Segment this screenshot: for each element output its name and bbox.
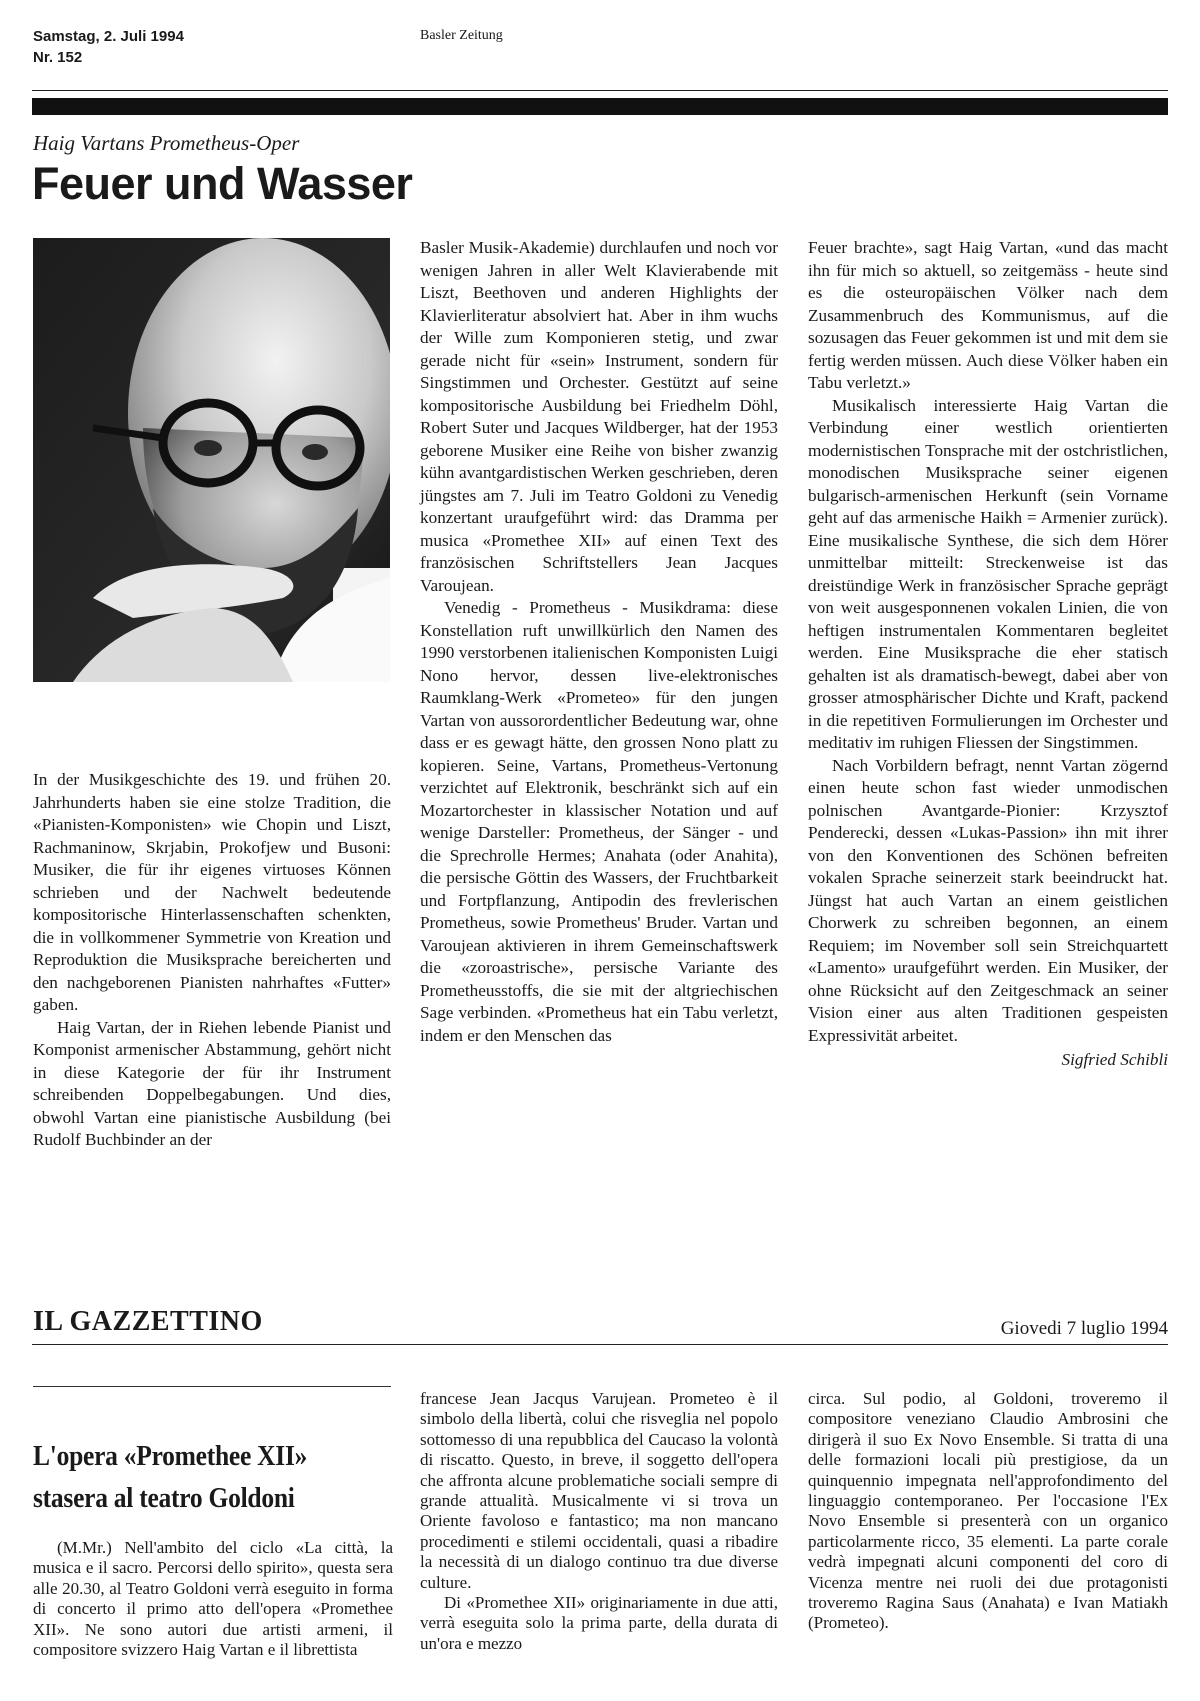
gazzettino-headline-line1: L'opera «Promethee XII»	[33, 1440, 308, 1472]
article-paragraph: Haig Vartan, der in Riehen lebende Pianist und Komponist armenischer Abstammung, gehört nicht in diese Kategorie der für ihr Instrument schreibenden Doppelbegabungen. Und dies, obwohl Vartan eine pianistische Ausbildung (bei Rudolf Buchbinder an der	[33, 1017, 391, 1149]
article-paragraph: Musikalisch interessierte Haig Vartan die Verbindung einer westlich orientierten modernistischen Tonsprache mit der ostchristlichen, monodischen Musiksprache seiner eigenen bulgarisch-armenischen Herkunft (sein Vorname geht auf das armenische Haikh = Armenier zurück). Eine musikalische Synthese, die sich dem Hörer unmittelbar mitteilt: Streckenweise ist das dreistündige Werk in französischer Sprache geprägt von weit ausgesponnenen vokalen Linien, die von heftigen instrumentalen Kommentaren begleitet werden. Eine Musiksprache die eher statisch gehalten ist als dramatisch-bewegt, dabei aber von grosser atmosphärischer Dichte und Kraft, packend in die repetitiven Formulierungen im Orchester und meditativ im ruhigen Fliessen der Singstimmen.	[808, 395, 1168, 752]
gazzettino-column-1	[33, 1538, 393, 1660]
gazzettino-rule	[32, 1344, 1168, 1345]
article-paragraph: Basler Musik-Akademie) durchlaufen und noch vor wenigen Jahren in aller Welt Klavierabende mit Liszt, Beethoven und anderen Highlights der Klavierliteratur absolviert hat. Aber in ihm wuchs der Wille zum Komponieren stetig, und zwar gerade nicht für «sein» Instrument, sondern für Singstimmen und Orchester. Gestützt auf seine kompositorische Ausbildung bei Friedhelm Döhl, Robert Suter und Jacques Wildberger, hat der 1953 geborene Musiker eine Reihe von bisher zwanzig kühn avantgardistischen Werken geschrieben, deren jüngstes am 7. Juli im Teatro Goldoni zu Venedig konzertant uraufgeführt wird: das Dramma per musica «Promethee XII» auf einen Text des französischen Schriftstellers Jean Jacques Varoujean.	[420, 238, 778, 595]
article-column-3	[808, 237, 1168, 1072]
masthead-paper-name: Basler Zeitung	[420, 28, 503, 43]
gazzettino-paragraph: francese Jean Jacqus Varujean. Prometeo è il simbolo della libertà, colui che risveglia nel popolo sottomesso di una repubblica del Caucaso la volontà di riscatto. Questo, in breve, il soggetto dell'opera che affronta alcune problematiche sociali sempre di grande attualità. Musicalmente vi si trova un Oriente favoloso e fantastico; ma non mancano procedimenti e stilemi occidentali, quasi a ribadire la necessità di un dialogo continuo tra due diverse culture.	[420, 1389, 778, 1592]
article-kicker: Haig Vartans Prometheus-Oper	[33, 131, 300, 155]
masthead-date: Samstag, 2. Juli 1994	[33, 28, 184, 45]
article-headline: Feuer und Wasser	[32, 158, 413, 209]
article-byline: Sigfried Schibli	[1061, 1050, 1168, 1069]
gazzettino-masthead: IL GAZZETTINO	[33, 1306, 263, 1337]
article-paragraph: Feuer brachte», sagt Haig Vartan, «und das macht ihn für mich so aktuell, so zeitgemäss - heute sind es die osteuropäischen Völker nach dem Zusammenbruch des Kommunismus, auf die sozusagen das Feuer gekommen ist und mit dem sie fertig werden müssen. Auch diese Völker haben ein Tabu verletzt.»	[808, 238, 1168, 392]
article-paragraph: Nach Vorbildern befragt, nennt Vartan zögernd einen heute schon fast wieder unmodischen polnischen Avantgarde-Pionier: Krzysztof Penderecki, dessen «Lukas-Passion» ihn mit ihrer von den Konventionen des Schönen befreiten vokalen Sprache seinerzeit stark beeindruckt hat. Jüngst hat auch Vartan an einem geistlichen Chorwerk zu schreiben begonnen, an einem Requiem; im November soll sein Streichquartett «Lamento» uraufgeführt werden. Ein Musiker, der ohne Rücksicht auf den Zeitgeschmack an seiner Vision einer aus alten Traditionen gespeisten Expressivität arbeitet.	[808, 755, 1168, 1045]
masthead-bar	[32, 98, 1168, 115]
gazzettino-date: Giovedi 7 luglio 1994	[1000, 1318, 1168, 1339]
gazzettino-headline	[33, 1435, 359, 1519]
article-paragraph: Venedig - Prometheus - Musikdrama: diese Konstellation ruft unwillkürlich den Namen des 1990 verstorbenen italienischen Komponisten Luigi Nono hervor, dessen live-elektronisches Raumklang-Werk «Prometeo» für den jungen Vartan von aussorordentlicher Bedeutung war, ohne dass er es gewagt hätte, den grossen Nono platt zu kopieren. Seine, Vartans, Prometheus-Vertonung verzichtet auf Elektronik, beschränkt sich auf ein Mozartorchester in klassischer Notation und auf wenige Darsteller: Prometheus, der Sänger - und die Sprechrolle Hermes; Anahata (oder Anahita), die persische Göttin des Wassers, der Fruchtbarkeit und Fortpflanzung, Antipodin des frevlerischen Prometheus, sowie Prometheus' Bruder. Vartan und Varoujean aktivieren in ihrem Gemeinschaftswerk die «zoroastrische», persische Variante des Prometheusstoffs, die sie mit der altgriechischen Sage verbinden. «Prometheus hat ein Tabu verletzt, indem er den Menschen das	[420, 598, 778, 1045]
masthead-rule	[32, 90, 1168, 91]
gazzettino-headline-line2: stasera al teatro Goldoni	[33, 1482, 295, 1514]
article-column-2	[420, 237, 778, 1047]
masthead-issue: Nr. 152	[33, 49, 83, 66]
gazzettino-headline-rule	[33, 1386, 391, 1387]
article-column-1	[33, 769, 391, 1152]
gazzettino-paragraph: (M.Mr.) Nell'ambito del ciclo «La città, la musica e il sacro. Percorsi dello spirito», questa sera alle 20.30, al Teatro Goldoni verrà eseguito in forma di concerto il primo atto dell'opera «Promethee XII». Ne sono autori due artisti armeni, il compositore svizzero Haig Vartan e il librettista	[33, 1538, 393, 1660]
portrait-photo	[33, 238, 390, 682]
masthead-date-block	[33, 26, 184, 68]
gazzettino-column-3	[808, 1389, 1168, 1634]
gazzettino-paragraph: Di «Promethee XII» originariamente in due atti, verrà eseguita solo la prima parte, della durata di un'ora e mezzo	[420, 1593, 778, 1653]
gazzettino-paragraph: circa. Sul podio, al Goldoni, troveremo il compositore veneziano Claudio Ambrosini che dirigerà il suo Ex Novo Ensemble. Si tratta di una delle formazioni locali più prestigiose, da un quinquennio impegnata nell'approfondimento del linguaggio contemporaneo. Per l'occasione l'Ex Novo Ensemble si presenterà con un organico particolarmente ricco, 35 elementi. La parte corale vedrà impegnati alcuni componenti del coro di Vicenza mentre nei ruoli dei due protagonisti troveremo Ragina Saus (Anahata) e Ivan Matiakh (Prometeo).	[808, 1389, 1168, 1633]
gazzettino-column-2	[420, 1389, 778, 1654]
article-paragraph: In der Musikgeschichte des 19. und frühen 20. Jahrhunderts haben sie eine stolze Tradition, die «Pianisten-Komponisten» wie Chopin und Liszt, Rachmaninow, Skrjabin, Prokofjew und Busoni: Musiker, die für ihr eigenes virtuoses Können schrieben und der Nachwelt bedeutende kompositorische Hinterlassenschaften schenkten, die in vollkommener Symmetrie von Kreation und Reproduktion die Musiksprache bereicherten und den nachgeborenen Pianisten nahrhaftes «Futter» gaben.	[33, 770, 391, 1014]
